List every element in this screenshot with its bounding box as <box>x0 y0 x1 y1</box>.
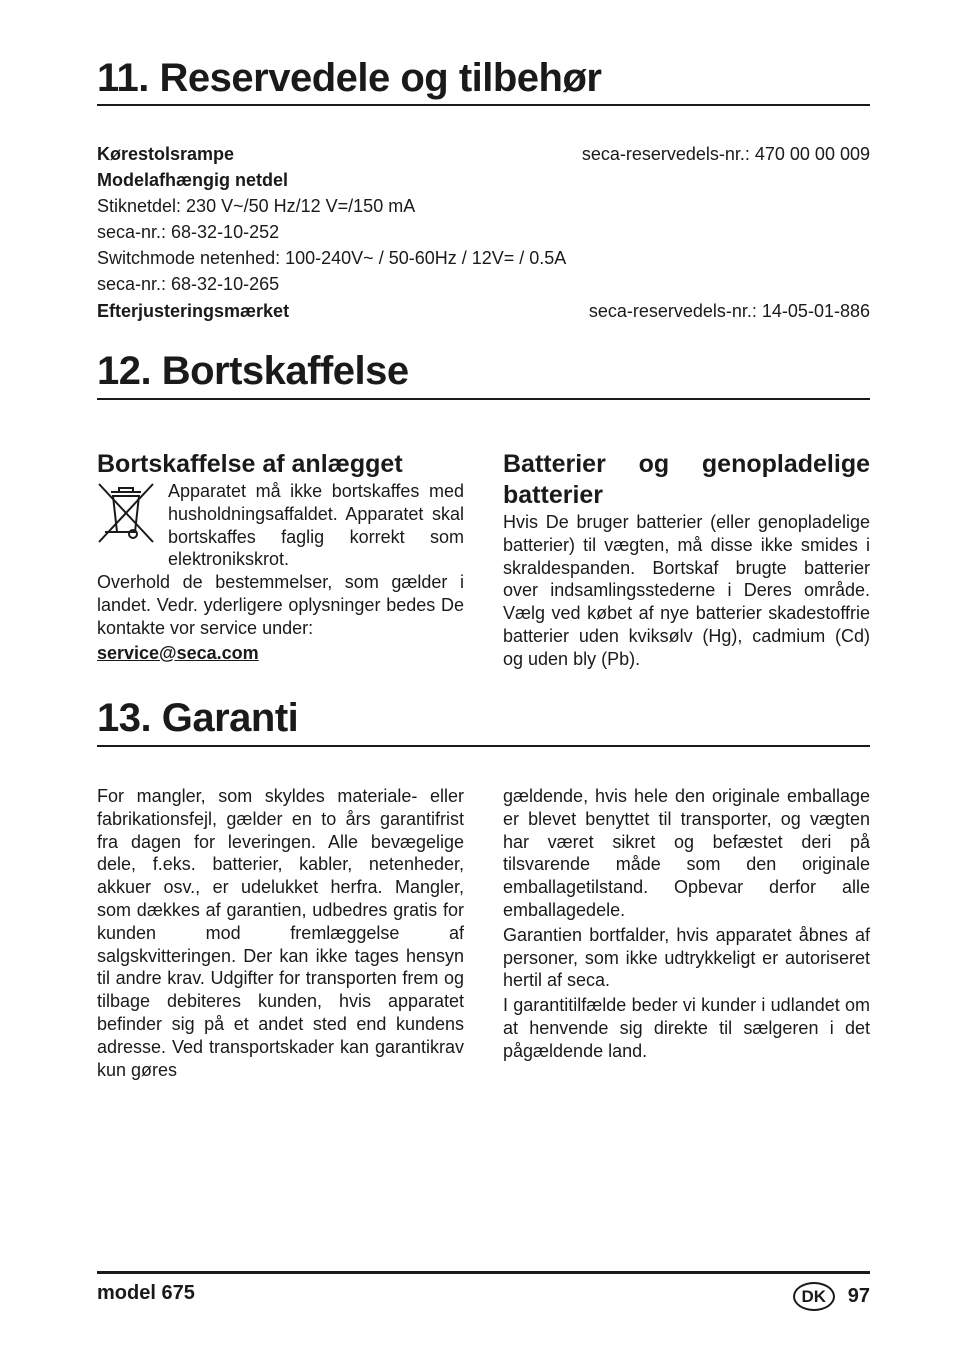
section-13-title: 13. Garanti <box>97 696 299 740</box>
section-12-rule <box>97 398 870 400</box>
warranty-left-column <box>97 785 464 1081</box>
page-number: 97 <box>847 1285 870 1307</box>
part-number: seca-reservedels-nr.: 470 00 00 009 <box>581 144 870 164</box>
batteries-text: Hvis De bruger batterier (eller genopladelige batterier) til vægten, må disse ikke smides i skraldespanden. Bortskaf brugte batterier over indsamlingsstederne i Deres område. Vælg ved købet af nye batterier skadestoffrie batterier uden kviksølv (Hg), cadmium (Cd) og uden bly (Pb). <box>503 512 870 669</box>
disposal-device-column <box>97 449 464 664</box>
part-spec: seca-nr.: 68-32-10-252 <box>97 222 280 242</box>
batteries-column <box>503 449 870 671</box>
crossed-out-wheelie-bin-icon <box>97 482 155 544</box>
part-row-power-supply: Modelafhængig netdel <box>97 170 288 190</box>
page-footer <box>97 1282 870 1305</box>
section-11-rule <box>97 104 870 106</box>
footer-rule <box>97 1271 870 1274</box>
part-row-adjustment-mark <box>97 298 870 324</box>
disposal-device-heading: Bortskaffelse af anlægget <box>97 450 403 478</box>
section-13-rule <box>97 745 870 747</box>
part-spec: seca-nr.: 68-32-10-265 <box>97 274 280 294</box>
part-row-wheelchair-ramp <box>97 141 870 167</box>
batteries-heading: Batterier og genopladelige batterier <box>503 450 870 509</box>
weee-notice <box>97 480 464 571</box>
manual-page <box>97 0 870 1352</box>
language-badge: DK <box>793 1282 835 1311</box>
section-11-title: 11. Reservedele og tilbehør <box>97 56 602 100</box>
warranty-text: For mangler, som skyldes materiale- eller fabrikationsfejl, gælder en to års garantifrist fra dagen for leveringen. Alle bevægelige dele, f.eks. batterier, kabler, netenheder, akkuer osv., er udelukket herfra. Mangler, som dækkes af garantien, udbedres gratis for kunden mod fremlæggelse af salgskvitteringen. Der kan ikke tages hensyn til andre krav. Udgifter for transporten frem og tilbage debiteres kunden, hvis apparatet befinder sig på et andet sted end kundens adresse. Ved transportskader kan garantikrav kun gøres <box>97 786 464 1080</box>
part-label: Kørestolsrampe <box>97 144 235 164</box>
part-spec: Switchmode netenhed: 100-240V~ / 50-60Hz / 12V= / 0.5A <box>97 248 567 268</box>
model-name: model 675 <box>97 1282 195 1304</box>
part-number: seca-reservedels-nr.: 14-05-01-886 <box>588 301 870 321</box>
warranty-text: gældende, hvis hele den originale emballage er blevet benyttet til transporter, og vægten har været sikret og befæstet deri på tilsvarende måde som den originale emballagetilstand. Opbevar derfor alle emballagedele. <box>503 786 870 920</box>
disposal-device-text: Overhold de bestemmelser, som gælder i landet. Vedr. yderligere oplysninger bedes De kontakte vor service under: <box>97 572 464 638</box>
part-label: Efterjusteringsmærket <box>97 301 290 321</box>
warranty-text: I garantitilfælde beder vi kunder i udlandet om at henvende sig direkte til sælgeren i det pågældende land. <box>503 995 870 1061</box>
part-spec: Stiknetdel: 230 V~/50 Hz/12 V=/150 mA <box>97 196 416 216</box>
section-12-title: 12. Bortskaffelse <box>97 349 409 393</box>
warranty-text: Garantien bortfalder, hvis apparatet åbnes af personer, som ikke udtrykkeligt er autoriseret hertil af seca. <box>503 924 870 991</box>
service-email-link[interactable]: service@seca.com <box>97 642 259 663</box>
weee-text: Apparatet må ikke bortskaffes med husholdningsaffaldet. Apparatet skal bortskaffes faglig korrekt som elektronikskrot. <box>168 481 464 570</box>
warranty-right-column <box>503 785 870 1063</box>
